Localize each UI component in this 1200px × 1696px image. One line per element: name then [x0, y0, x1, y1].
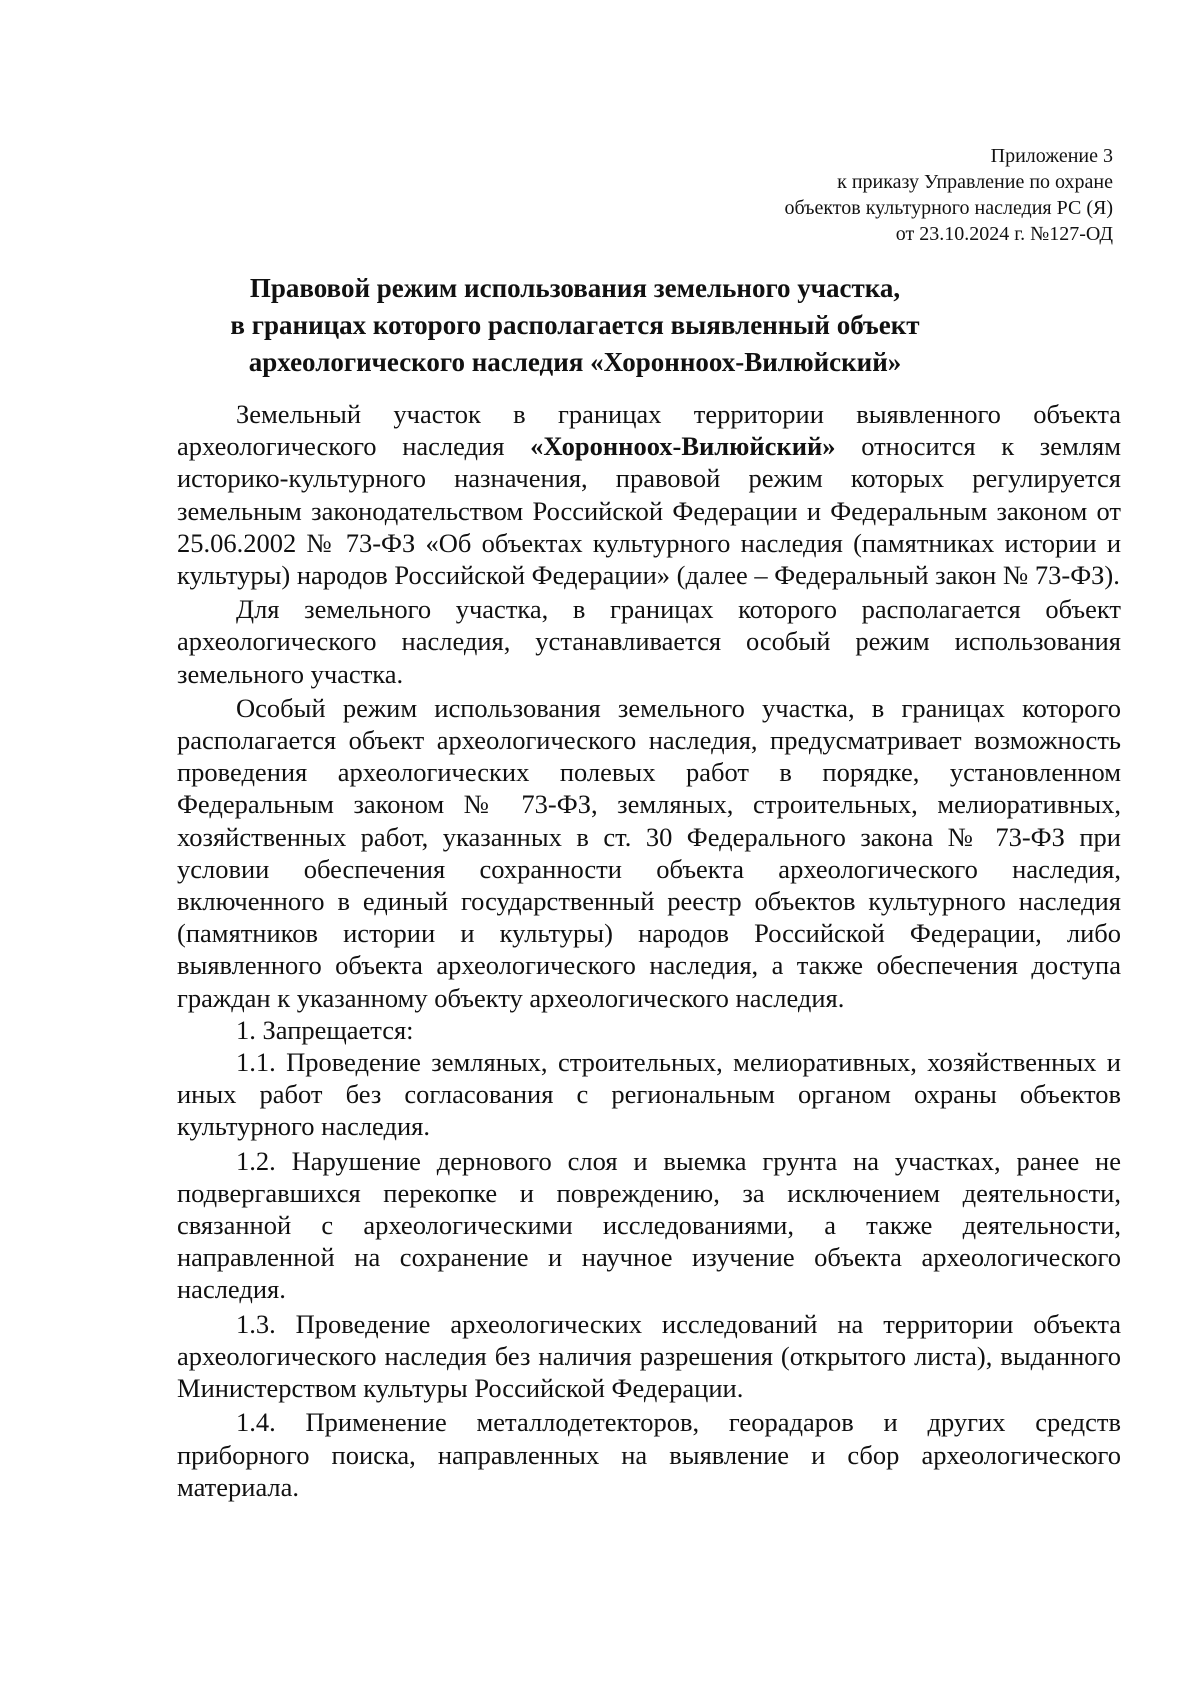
paragraph-land-status-start: Земельный участок в границах территории выявленного объекта археологического наследия — [177, 399, 1121, 462]
paragraph-regime-provisions: Особый режим использования земельного участка, в границах которого располагается объект археологического наследия, предусматривает возможность проведения археологических полевых работ в порядке, установленном Федеральным законом № 73-ФЗ, земляных, строительных, мелиоративных, хозяйственных работ, указанных в ст. 30 Федерального закона № 73-ФЗ при условии обеспечения сохранности объекта археологического наследия, включенного в единый государственный реестр объектов культурного наследия (памятников истории и культуры) народов Российской Федерации, либо выявленного объекта археологического наследия, а также обеспечения доступа граждан к указанному объекту археологического наследия. — [177, 692, 1121, 1013]
title-line-2: в границах которого располагается выявленный объект — [230, 310, 920, 340]
appendix-number: Приложение 3 — [990, 145, 1113, 167]
prohibitions-heading: 1. Запрещается: — [236, 1014, 414, 1045]
paragraph-land-status-end: относится к землям историко-культурного назначения, правовой режим которых регулируется земельным законодательством Российской Федерации и Федеральным законом от 25.06.2002 № 73-ФЗ «Об объектах культурного наследия (памятниках истории и культуры) народов Российской Федерации» (далее – Федеральный закон № 73-ФЗ). — [177, 431, 1121, 591]
document-title — [150, 270, 1000, 381]
appendix-order-ref: к приказу Управление по охране — [837, 171, 1113, 193]
title-line-1: Правовой режим использования земельного участка, — [249, 273, 901, 303]
paragraph-special-regime: Для земельного участка, в границах которого располагается объект археологического наследия, устанавливается особый режим использования земельного участка. — [177, 594, 1121, 689]
prohibition-1-2: 1.2. Нарушение дернового слоя и выемка грунта на участках, ранее не подвергавшихся перекопке и повреждению, за исключением деятельности, связанной с археологическими исследованиями, а также деятельности, направленной на сохранение и научное изучение объекта археологического наследия. — [177, 1145, 1121, 1305]
appendix-authority: объектов культурного наследия РС (Я) — [784, 197, 1113, 219]
appendix-date-number: от 23.10.2024 г. №127-ОД — [895, 223, 1113, 245]
title-line-3: археологического наследия «Хоронноох-Вилюйский» — [248, 347, 902, 377]
object-name-bold: «Хоронноох-Вилюйский» — [530, 431, 836, 462]
document-body — [177, 398, 1121, 1503]
prohibition-1-3: 1.3. Проведение археологических исследований на территории объекта археологического наследия без наличия разрешения (открытого листа), выданного Министерством культуры Российской Федерации. — [177, 1308, 1121, 1404]
appendix-header — [784, 143, 1113, 247]
prohibition-1-4: 1.4. Применение металлодетекторов, георадаров и других средств приборного поиска, направленных на выявление и сбор археологического материала. — [177, 1407, 1121, 1502]
paragraph-land-status — [177, 398, 1121, 591]
prohibition-1-1: 1.1. Проведение земляных, строительных, мелиоративных, хозяйственных и иных работ без согласования с региональным органом охраны объектов культурного наследия. — [177, 1047, 1121, 1142]
